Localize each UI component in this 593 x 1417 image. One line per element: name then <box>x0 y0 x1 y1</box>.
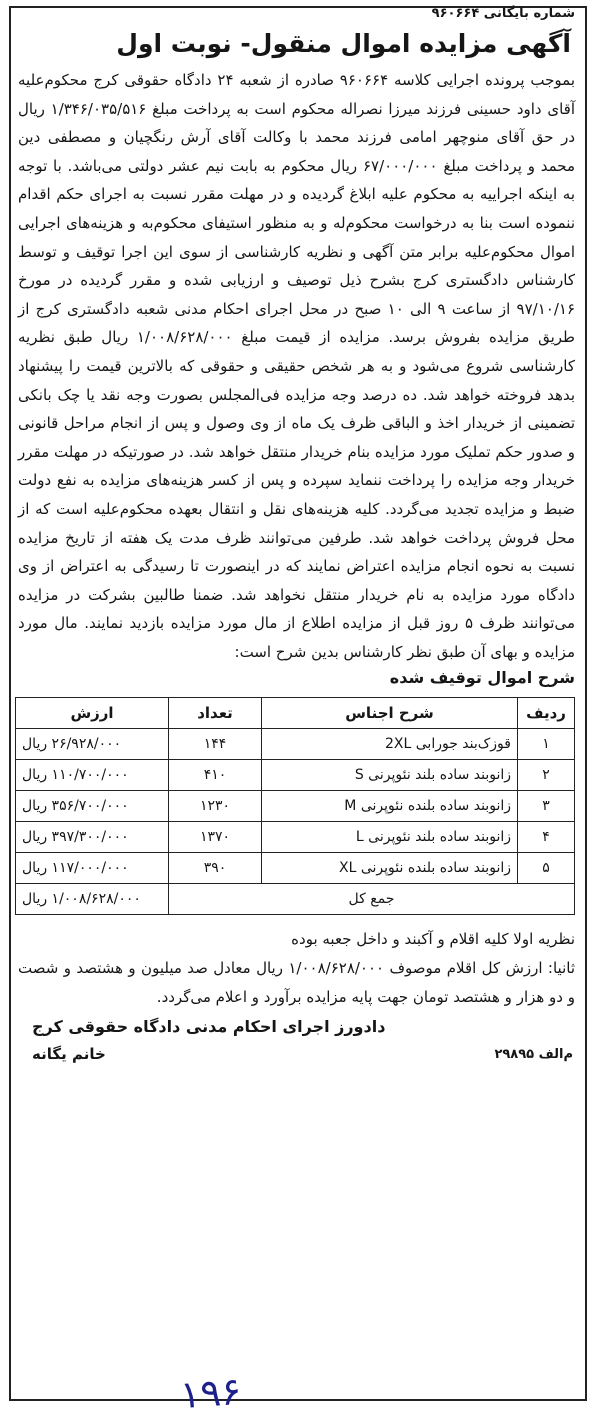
note-second: ثانیا: ارزش کل اقلام موصوف ۱/۰۰۸/۶۲۸/۰۰۰ ریال معادل صد میلیون و هشتصد و شصت و دو هزار و هشتصد تومان جهت پایه مزایده برآورد و اعلام می‌گردد. <box>18 959 575 1006</box>
table-row <box>16 853 575 884</box>
signature-block <box>12 1017 581 1077</box>
notice-body: بموجب پرونده اجرایی کلاسه ۹۶۰۶۶۴ صادره از شعبه ۲۴ دادگاه حقوقی کرج محکوم‌علیه آقای داود حسینی فرزند میرزا نصراله محکوم است به پرداخت مبلغ ۱/۳۴۶/۰۳۵/۵۱۶ ریال در حق آقای منوچهر امامی فرزند محمد با وکالت آقای آرش رنگچیان و مصطفی دین محمد و پرداخت مبلغ ۶۷/۰۰۰/۰۰۰ ریال محکوم به بابت نیم عشر دولتی می‌باشد. با توجه به اینکه اجراییه به محکوم علیه ابلاغ گردیده و در مهلت مقرر نسبت به اجرای حکم اقدام ننموده است بنا به درخواست محکوم‌له و به منظور استیفای محکوم‌به و هزینه‌های اجرایی اموال محکوم‌علیه برابر متن آگهی و نظریه کارشناسی از سوی این اجرا توقیف و توسط کارشناس دادگستری کرج بشرح ذیل توصیف و ارزیابی شده و مقرر گردیده در مورخ ۹۷/۱۰/۱۶ از ساعت ۹ الی ۱۰ صبح در محل اجرای احکام مدنی شعبه دادگستری کرج از طریق مزایده بفروش برسد. مزایده از قیمت مبلغ ۱/۰۰۸/۶۲۸/۰۰۰ ریال طبق نظریه کارشناسی شروع می‌شود و به هر شخص حقیقی و حقوقی که بالاترین قیمت را پیشنهاد بدهد فروخته خواهد شد. ده درصد وجه مزایده فی‌المجلس بصورت وجه نقد یا چک بانکی تضمینی از خریدار اخذ و الباقی ظرف یک ماه از وی وصول و پس از انجام مراحل قانونی و صدور حکم تملیک مورد مزایده بنام خریدار منتقل خواهد شد. در صورتیکه در مهلت مقرر خریدار وجه مزایده را پرداخت ننماید سپرده و پس از کسر هزینه‌های مزایده به نفع دولت ضبط و مزایده تجدید می‌گردد. کلیه هزینه‌های نقل و انتقال بعهده محکوم‌علیه است که از محل فروش پرداخت خواهد شد. طرفین می‌توانند ظرف مدت یک هفته از تاریخ مزایده نسبت به نحوه انجام مزایده اعتراض نمایند که در اینصورت تا رسیدگی به اعتراض از وی دادگاه مورد مزایده به نام خریدار منتقل نخواهد شد. ضمنا طالبین بشرکت در مزایده می‌توانند ظرف ۵ روز قبل از مزایده اطلاع از مال مورد مزایده بازدید نمایند. مال مورد مزایده و بهای آن طبق نظر کارشناس بدین شرح است: <box>18 71 576 661</box>
table-row <box>16 822 575 853</box>
col-row-header: ردیف <box>518 698 575 729</box>
table-total-row <box>16 884 575 915</box>
archive-number: شماره بایگانی ۹۶۰۶۶۴ <box>431 6 575 21</box>
reference-number: م‌الف ۲۹۸۹۵ <box>494 1047 573 1063</box>
table-header-row <box>16 698 575 729</box>
item-quantity: ۱۴۴ <box>169 729 262 760</box>
notice-title: آگهی مزایده اموال منقول- نوبت اول <box>116 29 571 58</box>
expert-notes <box>12 925 581 1011</box>
signer-name: خانم یگانه <box>32 1045 106 1064</box>
item-description: زانوبند ساده بلنده نئوپرنی XL <box>262 853 518 884</box>
total-value: ۱/۰۰۸/۶۲۸/۰۰۰ ریال <box>16 884 169 915</box>
row-number: ۱ <box>518 729 575 760</box>
row-number: ۳ <box>518 791 575 822</box>
item-value: ۱۱۰/۷۰۰/۰۰۰ ریال <box>16 760 169 791</box>
item-description: زانوبند ساده بلند نئوپرنی L <box>262 822 518 853</box>
item-quantity: ۱۲۳۰ <box>169 791 262 822</box>
col-value-header: ارزش <box>16 698 169 729</box>
note-first: نظریه اولا کلیه اقلام و آکبند و داخل جعبه بوده <box>291 930 575 949</box>
item-description: زانوبند ساده بلند نئوپرنی S <box>262 760 518 791</box>
table-row <box>16 760 575 791</box>
item-value: ۲۶/۹۲۸/۰۰۰ ریال <box>16 729 169 760</box>
item-quantity: ۳۹۰ <box>169 853 262 884</box>
item-value: ۱۱۷/۰۰۰/۰۰۰ ریال <box>16 853 169 884</box>
item-description: زانوبند ساده بلنده نئوپرنی M <box>262 791 518 822</box>
table-row <box>16 791 575 822</box>
item-quantity: ۴۱۰ <box>169 760 262 791</box>
col-desc-header: شرح اجناس <box>262 698 518 729</box>
row-number: ۵ <box>518 853 575 884</box>
item-value: ۳۵۶/۷۰۰/۰۰۰ ریال <box>16 791 169 822</box>
seized-items-heading: شرح اموال توقیف شده <box>389 668 575 688</box>
col-qty-header: تعداد <box>169 698 262 729</box>
handwritten-number: ۱۹۶ <box>178 1368 243 1417</box>
table-row <box>16 729 575 760</box>
total-label: جمع کل <box>169 884 575 915</box>
item-description: قوزک‌بند جورابی 2XL <box>262 729 518 760</box>
seized-items-table <box>15 697 575 915</box>
row-number: ۲ <box>518 760 575 791</box>
item-quantity: ۱۳۷۰ <box>169 822 262 853</box>
row-number: ۴ <box>518 822 575 853</box>
signing-office: دادورز اجرای احکام مدنی دادگاه حقوقی کرج <box>32 1017 386 1037</box>
item-value: ۳۹۷/۳۰۰/۰۰۰ ریال <box>16 822 169 853</box>
